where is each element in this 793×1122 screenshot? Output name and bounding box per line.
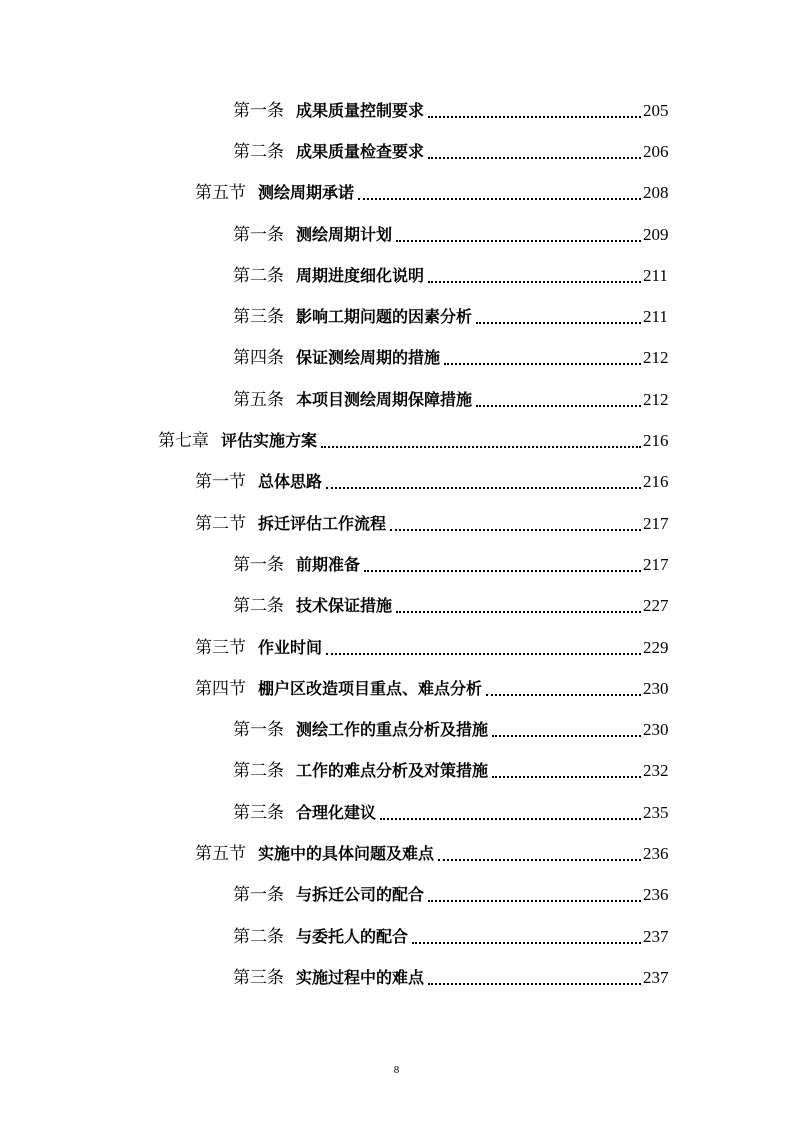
toc-entry-page: 237 — [643, 926, 669, 946]
dot-leader — [396, 611, 641, 613]
toc-entry-number: 第五节 — [195, 183, 246, 203]
dot-leader — [412, 942, 641, 944]
toc-entry[interactable] — [0, 751, 793, 792]
toc-entry-page: 236 — [643, 843, 669, 863]
toc-entry[interactable] — [0, 875, 793, 916]
toc-entry-title: 本项目测绘周期保障措施 — [296, 389, 473, 409]
toc-entry-title: 测绘周期计划 — [296, 224, 393, 244]
toc-entry-number: 第二条 — [233, 596, 284, 616]
toc-entry-title: 实施中的具体问题及难点 — [258, 843, 435, 863]
toc-entry[interactable] — [0, 462, 793, 503]
toc-entry-number: 第一条 — [233, 720, 284, 740]
toc-entry-title: 作业时间 — [258, 637, 323, 657]
toc-entry-page: 208 — [643, 183, 669, 203]
dot-leader — [428, 281, 641, 283]
toc-entry-page: 236 — [643, 885, 669, 905]
toc-entry[interactable] — [0, 338, 793, 379]
toc-entry-title: 测绘周期承诺 — [258, 183, 355, 203]
toc-entry[interactable] — [0, 792, 793, 833]
toc-entry[interactable] — [0, 709, 793, 750]
toc-entry-page: 229 — [643, 637, 669, 657]
toc-entry[interactable] — [0, 420, 793, 461]
toc-entry-page: 217 — [643, 513, 669, 533]
toc-entry-number: 第四节 — [195, 678, 246, 698]
toc-entry-page: 206 — [643, 141, 669, 161]
toc-entry[interactable] — [0, 957, 793, 998]
toc-entry-page: 212 — [643, 348, 669, 368]
toc-entry-number: 第二条 — [233, 141, 284, 161]
toc-entry-title: 实施过程中的难点 — [296, 967, 425, 987]
toc-entry-page: 235 — [643, 802, 669, 822]
toc-entry[interactable] — [0, 90, 793, 131]
toc-entry-page: 216 — [643, 431, 669, 451]
table-of-contents — [0, 90, 793, 999]
toc-entry[interactable] — [0, 255, 793, 296]
dot-leader — [438, 859, 641, 861]
toc-entry-page: 230 — [643, 678, 669, 698]
toc-entry-page: 209 — [643, 224, 669, 244]
dot-leader — [428, 900, 641, 902]
toc-entry-page: 230 — [643, 720, 669, 740]
dot-leader — [396, 240, 641, 242]
toc-entry-page: 211 — [643, 265, 668, 285]
dot-leader — [390, 529, 641, 531]
toc-entry-title: 棚户区改造项目重点、难点分析 — [258, 678, 483, 698]
toc-entry-title: 前期准备 — [296, 554, 361, 574]
toc-entry-title: 合理化建议 — [296, 802, 377, 822]
toc-entry[interactable] — [0, 503, 793, 544]
toc-entry[interactable] — [0, 296, 793, 337]
toc-entry[interactable] — [0, 544, 793, 585]
dot-leader — [444, 363, 641, 365]
toc-entry-title: 拆迁评估工作流程 — [258, 513, 387, 533]
toc-entry-number: 第一条 — [233, 885, 284, 905]
toc-entry-number: 第四条 — [233, 348, 284, 368]
toc-entry-number: 第一条 — [233, 100, 284, 120]
toc-entry-title: 影响工期问题的因素分析 — [296, 307, 473, 327]
toc-entry-page: 217 — [643, 554, 669, 574]
toc-entry[interactable] — [0, 379, 793, 420]
page-number: 8 — [393, 1064, 400, 1076]
toc-entry-number: 第一节 — [195, 472, 246, 492]
toc-entry[interactable] — [0, 131, 793, 172]
toc-entry[interactable] — [0, 214, 793, 255]
dot-leader — [428, 983, 641, 985]
toc-entry-title: 测绘工作的重点分析及措施 — [296, 720, 489, 740]
toc-entry-number: 第三条 — [233, 307, 284, 327]
toc-entry-title: 与拆迁公司的配合 — [296, 885, 425, 905]
toc-entry[interactable] — [0, 916, 793, 957]
toc-entry[interactable] — [0, 173, 793, 214]
toc-entry-title: 工作的难点分析及对策措施 — [296, 761, 489, 781]
toc-entry-page: 205 — [643, 100, 669, 120]
toc-entry-number: 第二条 — [233, 265, 284, 285]
toc-entry-title: 技术保证措施 — [296, 596, 393, 616]
toc-entry-number: 第一条 — [233, 224, 284, 244]
toc-entry[interactable] — [0, 833, 793, 874]
toc-entry-page: 211 — [643, 307, 668, 327]
toc-entry-page: 237 — [643, 967, 669, 987]
toc-entry-title: 总体思路 — [258, 472, 323, 492]
toc-entry-title: 保证测绘周期的措施 — [296, 348, 441, 368]
toc-entry[interactable] — [0, 668, 793, 709]
toc-entry-number: 第五节 — [195, 843, 246, 863]
dot-leader — [492, 735, 641, 737]
dot-leader — [321, 446, 641, 448]
toc-entry[interactable] — [0, 586, 793, 627]
dot-leader — [428, 116, 641, 118]
dot-leader — [428, 157, 641, 159]
toc-entry-page: 232 — [643, 761, 669, 781]
toc-entry-number: 第二条 — [233, 761, 284, 781]
dot-leader — [358, 198, 641, 200]
dot-leader — [476, 322, 641, 324]
toc-entry-page: 227 — [643, 596, 669, 616]
toc-entry-title: 成果质量检查要求 — [296, 141, 425, 161]
toc-entry-number: 第三条 — [233, 967, 284, 987]
toc-entry-title: 周期进度细化说明 — [296, 265, 425, 285]
toc-entry-number: 第七章 — [158, 431, 209, 451]
toc-entry-number: 第二节 — [195, 513, 246, 533]
toc-entry-title: 成果质量控制要求 — [296, 100, 425, 120]
toc-entry-number: 第一条 — [233, 554, 284, 574]
toc-entry-title: 评估实施方案 — [221, 431, 318, 451]
dot-leader — [492, 776, 641, 778]
dot-leader — [476, 405, 641, 407]
toc-entry-page: 216 — [643, 472, 669, 492]
dot-leader — [326, 653, 641, 655]
toc-entry-number: 第二条 — [233, 926, 284, 946]
toc-entry-number: 第三节 — [195, 637, 246, 657]
dot-leader — [380, 818, 641, 820]
toc-entry-number: 第三条 — [233, 802, 284, 822]
toc-entry-number: 第五条 — [233, 389, 284, 409]
dot-leader — [486, 694, 641, 696]
toc-entry[interactable] — [0, 627, 793, 668]
toc-entry-page: 212 — [643, 389, 669, 409]
toc-entry-title: 与委托人的配合 — [296, 926, 409, 946]
dot-leader — [364, 570, 641, 572]
dot-leader — [326, 487, 641, 489]
